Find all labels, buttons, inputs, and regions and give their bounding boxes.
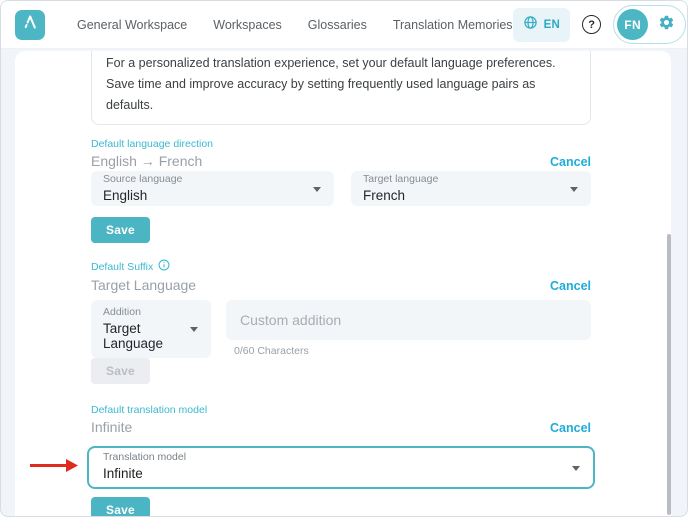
- app-logo[interactable]: [15, 10, 45, 40]
- nav-item-translation-memories[interactable]: Translation Memories: [392, 17, 513, 32]
- target-language-value: French: [363, 188, 406, 203]
- character-counter: 0/60 Characters: [234, 345, 309, 357]
- lambda-logo-icon: [19, 11, 41, 38]
- nav-item-general-workspace[interactable]: General Workspace: [77, 17, 188, 32]
- main-content: [1, 49, 687, 517]
- top-navigation-bar: [1, 1, 687, 49]
- nav-item-glossaries[interactable]: Glossaries: [307, 17, 367, 32]
- red-arrow-annotation-icon: [29, 457, 79, 478]
- section-language-direction: [91, 138, 591, 243]
- account-menu[interactable]: [613, 5, 686, 44]
- avatar: FN: [617, 9, 648, 40]
- vertical-scrollbar[interactable]: [667, 234, 671, 515]
- translation-model-cancel-link[interactable]: Cancel: [550, 421, 591, 435]
- language-direction-save-button[interactable]: Save: [91, 217, 150, 243]
- chevron-down-icon: [190, 327, 198, 332]
- section-translation-model: [91, 404, 591, 517]
- main-nav: [77, 18, 513, 32]
- translation-model-value: Infinite: [91, 419, 133, 435]
- settings-card: [15, 51, 671, 517]
- nav-item-workspaces[interactable]: Workspaces: [213, 17, 282, 32]
- language-direction-label: Default language direction: [91, 138, 214, 150]
- help-icon[interactable]: ?: [582, 15, 601, 34]
- translation-model-save-button[interactable]: Save: [91, 497, 150, 517]
- addition-select[interactable]: [91, 300, 211, 358]
- source-language-select[interactable]: [91, 171, 334, 206]
- source-language-label: Source language: [103, 173, 183, 185]
- suffix-save-button[interactable]: Save: [91, 358, 150, 384]
- suffix-cancel-link[interactable]: Cancel: [550, 279, 591, 293]
- translation-model-field-label: Translation model: [103, 451, 187, 463]
- globe-icon: [523, 15, 538, 35]
- language-selector[interactable]: [513, 8, 571, 42]
- suffix-label: Default Suffix: [91, 260, 154, 273]
- source-language-value: English: [103, 188, 148, 203]
- gear-icon[interactable]: [658, 14, 675, 36]
- translation-model-field-value: Infinite: [103, 466, 143, 481]
- language-direction-value: English → French: [91, 153, 203, 169]
- custom-addition-input[interactable]: [226, 300, 591, 340]
- header-controls: [513, 5, 687, 44]
- suffix-value: Target Language: [91, 277, 197, 293]
- language-direction-cancel-link[interactable]: Cancel: [550, 155, 591, 169]
- chevron-down-icon: [572, 466, 580, 471]
- chevron-down-icon: [570, 187, 578, 192]
- target-language-label: Target language: [363, 173, 439, 185]
- target-language-select[interactable]: [351, 171, 591, 206]
- section-default-suffix: [91, 259, 591, 384]
- language-code: EN: [543, 18, 561, 31]
- translation-model-select[interactable]: [87, 446, 595, 489]
- addition-value: Target Language: [103, 321, 164, 351]
- intro-text: For a personalized translation experience, set your default language preferences. Save time and improve accuracy by setting frequently used language pairs as defaults.: [91, 51, 591, 125]
- translation-model-label: Default translation model: [91, 404, 208, 416]
- addition-label: Addition: [103, 306, 141, 318]
- info-icon[interactable]: [158, 259, 170, 274]
- chevron-down-icon: [313, 187, 321, 192]
